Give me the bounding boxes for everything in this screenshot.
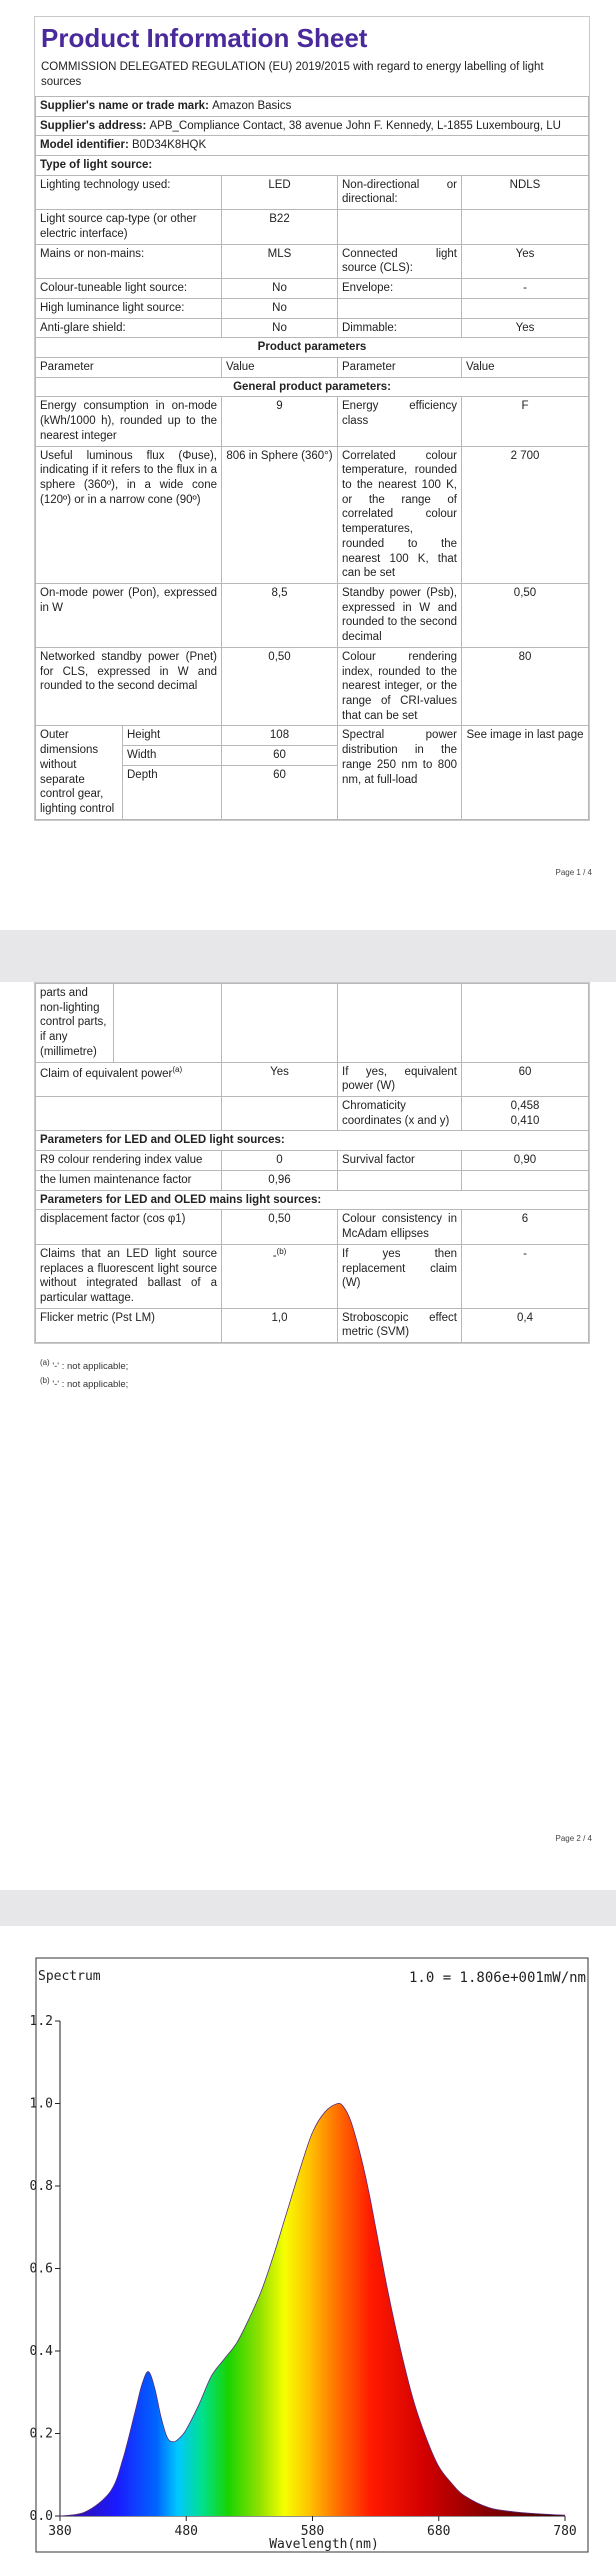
flicker-label: Flicker metric (Pst LM) xyxy=(36,1308,222,1342)
footnote-a xyxy=(40,1358,128,1372)
y-tick-label: 1.0 xyxy=(29,2096,53,2112)
model-identifier: B0D34K8HQK xyxy=(132,139,207,152)
r9-row xyxy=(36,1151,589,1171)
survival-label: Survival factor xyxy=(338,1151,462,1171)
energy-class-label: Energy efficiency class xyxy=(338,397,462,446)
tuneable-row xyxy=(36,279,589,299)
depth-value: 60 xyxy=(273,768,286,781)
luminous-flux-label: Useful luminous flux (Φuse), indicating if it refers to the flux in a sphere (360º), in a wide cone (120º) or in a narrow cone (90º) xyxy=(36,446,222,583)
cct-label: Correlated colour temperature, rounded to the nearest 100 K, or the range of correlated colour temperatures, rounded to the nearest 100 K, that can be set xyxy=(338,446,462,583)
tech-row xyxy=(36,175,589,209)
col-parameter-2: Parameter xyxy=(338,357,462,377)
displacement-row xyxy=(36,1210,589,1244)
flux-row xyxy=(36,446,589,583)
address-row xyxy=(36,116,589,136)
antiglare-label: Anti-glare shield: xyxy=(36,318,222,338)
outer-dimensions-label: Outer dimensions without separate control gear, lighting control xyxy=(36,726,123,818)
column-header-row xyxy=(36,357,589,377)
cap-row xyxy=(36,210,589,244)
maint-row xyxy=(36,1170,589,1190)
chart-title: Spectrum xyxy=(38,1969,101,1984)
x-tick-label: 780 xyxy=(553,2524,577,2539)
tuneable-label: Colour-tuneable light source: xyxy=(36,279,222,299)
tech-label: Lighting technology used: xyxy=(36,175,222,209)
energy-class-value: F xyxy=(462,397,589,446)
spd-value: See image in last page xyxy=(462,726,589,819)
regulation-text: COMMISSION DELEGATED REGULATION (EU) 2019/2015 with regard to energy labelling of light sources xyxy=(41,61,544,88)
energy-consumption-value: 9 xyxy=(222,397,338,446)
footnote-b xyxy=(40,1376,128,1390)
page-separator-2 xyxy=(0,1890,616,1926)
network-row xyxy=(36,647,589,726)
fluorescent-claim-value: - xyxy=(272,1249,277,1262)
displacement-label: displacement factor (cos φ1) xyxy=(36,1210,222,1244)
supplier-address: APB_Compliance Contact, 38 avenue John F. Kennedy, L-1855 Luxembourg, LU xyxy=(149,119,561,132)
mains-value: MLS xyxy=(222,244,338,278)
model-row xyxy=(36,136,589,156)
equiv-row xyxy=(36,1062,589,1096)
footnote-b-marker: (b) xyxy=(40,1376,50,1386)
footnote-b-text: '-' : not applicable; xyxy=(52,1379,129,1391)
fluorescent-claim-label: Claims that an LED light source replaces a fluorescent light source without integrated ballast of a particular wattage. xyxy=(36,1244,222,1308)
supplier-row xyxy=(36,96,589,116)
supplier-name-label: Supplier's name or trade mark: xyxy=(40,99,209,112)
dimmable-label: Dimmable: xyxy=(338,318,462,338)
footnotes xyxy=(40,1358,128,1390)
product-params-heading: Product parameters xyxy=(36,338,589,358)
page-separator-1 xyxy=(0,930,616,982)
model-label: Model identifier: xyxy=(40,139,129,152)
scale-note: 1.0 = 1.806e+001mW/nm xyxy=(408,1970,586,1986)
general-heading: General product parameters: xyxy=(36,377,589,397)
stroboscopic-label: Stroboscopic effect metric (SVM) xyxy=(338,1308,462,1342)
mains-heading: Parameters for LED and OLED mains light sources: xyxy=(36,1190,589,1210)
y-tick-label: 0.2 xyxy=(29,2426,53,2442)
x-axis-label: Wavelength(nm) xyxy=(269,2537,379,2552)
page-1 xyxy=(0,0,616,930)
cap-value: B22 xyxy=(222,210,338,244)
footnote-a-text: '-' : not applicable; xyxy=(52,1361,129,1373)
x-tick-label: 580 xyxy=(300,2524,325,2539)
cls-value: Yes xyxy=(462,244,589,278)
directional-value: NDLS xyxy=(462,175,589,209)
y-tick-label: 0.4 xyxy=(29,2344,53,2359)
fluorescent-claim-note-marker: (b) xyxy=(276,1246,287,1256)
led-heading-row xyxy=(36,1131,589,1151)
equiv-power-label: If yes, equivalent power (W) xyxy=(338,1062,462,1096)
info-table-1 xyxy=(35,96,589,820)
type-heading-row xyxy=(36,156,589,176)
info-sheet-page-2 xyxy=(34,982,590,1344)
sheet-title: Product Information Sheet xyxy=(41,23,368,53)
lumen-maintenance-value: 0,96 xyxy=(222,1170,338,1190)
width-value: 60 xyxy=(222,746,337,766)
col-value-1: Value xyxy=(222,357,338,377)
spectrum-chart xyxy=(0,1926,616,2560)
cap-label: Light source cap-type (or other electric interface) xyxy=(36,210,222,244)
mains-label: Mains or non-mains: xyxy=(36,244,222,278)
networked-standby-value: 0,50 xyxy=(222,647,338,726)
lumen-maintenance-label: the lumen maintenance factor xyxy=(36,1170,222,1190)
onmode-power-value: 8,5 xyxy=(222,584,338,648)
y-tick-label: 0.6 xyxy=(29,2261,53,2277)
replacement-claim-label: If yes then replacement claim (W) xyxy=(338,1244,462,1308)
equiv-power-claim-value: Yes xyxy=(222,1062,338,1096)
col-parameter-1: Parameter xyxy=(36,357,222,377)
height-value: 108 xyxy=(222,726,337,746)
highlum-row xyxy=(36,298,589,318)
colour-consistency-label: Colour consistency in McAdam ellipses xyxy=(338,1210,462,1244)
luminous-flux-value: 806 in Sphere (360°) xyxy=(222,446,338,583)
cri-label: Colour rendering index, rounded to the nearest integer, or the range of CRI-values that can be set xyxy=(338,647,462,726)
equiv-power-note-marker: (a) xyxy=(172,1064,183,1074)
highlum-label: High luminance light source: xyxy=(36,298,222,318)
equiv-power-claim-label: Claim of equivalent power xyxy=(40,1067,173,1080)
supplier-address-label: Supplier's address: xyxy=(40,119,147,132)
energy-consumption-label: Energy consumption in on-mode (kWh/1000 h), rounded up to the nearest integer xyxy=(36,397,222,446)
y-tick-label: 1.2 xyxy=(29,2014,53,2029)
dimensions-cont-row xyxy=(36,984,589,1063)
dimmable-value: Yes xyxy=(462,318,589,338)
stroboscopic-value: 0,4 xyxy=(462,1308,589,1342)
claims-row xyxy=(36,1244,589,1308)
antiglare-row xyxy=(36,318,589,338)
directional-label: Non-directional or directional: xyxy=(338,175,462,209)
x-tick-label: 480 xyxy=(174,2524,198,2539)
led-heading: Parameters for LED and OLED light sources: xyxy=(36,1131,589,1151)
replacement-claim-value: - xyxy=(462,1244,589,1308)
chroma-row xyxy=(36,1097,589,1131)
energy-row xyxy=(36,397,589,446)
onmode-power-label: On-mode power (Pon), expressed in W xyxy=(36,584,222,648)
depth-label: Depth xyxy=(127,768,158,781)
page-number-1: Page 1 / 4 xyxy=(555,868,592,877)
mains-heading-row xyxy=(36,1190,589,1210)
onmode-row xyxy=(36,584,589,648)
page-2 xyxy=(0,982,616,1890)
spd-label: Spectral power distribution in the range 250 nm to 800 nm, at full-load xyxy=(338,726,462,819)
r9-label: R9 colour rendering index value xyxy=(36,1151,222,1171)
type-heading: Type of light source: xyxy=(36,156,589,176)
colour-consistency-value: 6 xyxy=(462,1210,589,1244)
antiglare-value: No xyxy=(222,318,338,338)
envelope-label: Envelope: xyxy=(338,279,462,299)
info-table-2 xyxy=(35,983,589,1343)
width-label: Width xyxy=(123,746,221,766)
dimensions-cell xyxy=(36,726,222,819)
mains-row xyxy=(36,244,589,278)
dimensions-row xyxy=(36,726,589,819)
flicker-row xyxy=(36,1308,589,1342)
standby-power-label: Standby power (Psb), expressed in W and rounded to the second decimal xyxy=(338,584,462,648)
chromaticity-label: Chromaticity coordinates (x and y) xyxy=(338,1097,462,1131)
displacement-value: 0,50 xyxy=(222,1210,338,1244)
r9-value: 0 xyxy=(222,1151,338,1171)
x-tick-label: 680 xyxy=(427,2524,451,2539)
general-heading-row xyxy=(36,377,589,397)
col-value-2: Value xyxy=(462,357,589,377)
outer-dimensions-label-cont: parts and non-lighting control parts, if any (millimetre) xyxy=(36,984,114,1062)
survival-value: 0,90 xyxy=(462,1151,589,1171)
height-label: Height xyxy=(123,726,221,746)
equiv-power-value: 60 xyxy=(462,1062,589,1096)
x-tick-label: 380 xyxy=(48,2524,72,2539)
tech-value: LED xyxy=(222,175,338,209)
highlum-value: No xyxy=(222,298,338,318)
chromaticity-y: 0,410 xyxy=(510,1114,540,1127)
chromaticity-x: 0,458 xyxy=(510,1100,540,1113)
cct-value: 2 700 xyxy=(462,446,589,583)
y-tick-label: 0.8 xyxy=(29,2179,53,2194)
product-params-heading-row xyxy=(36,338,589,358)
supplier-name: Amazon Basics xyxy=(212,99,292,112)
envelope-value: - xyxy=(462,279,589,299)
standby-power-value: 0,50 xyxy=(462,584,589,648)
tuneable-value: No xyxy=(222,279,338,299)
cri-value: 80 xyxy=(462,647,589,726)
page-3 xyxy=(0,1926,616,2560)
footnote-a-marker: (a) xyxy=(40,1358,50,1367)
page-number-2: Page 2 / 4 xyxy=(555,1834,592,1843)
flicker-value: 1,0 xyxy=(222,1308,338,1342)
y-tick-label: 0.0 xyxy=(29,2509,53,2524)
info-sheet-page-1 xyxy=(34,16,590,821)
networked-standby-label: Networked standby power (Pnet) for CLS, expressed in W and rounded to the second decimal xyxy=(36,647,222,726)
cls-label: Connected light source (CLS): xyxy=(338,244,462,278)
